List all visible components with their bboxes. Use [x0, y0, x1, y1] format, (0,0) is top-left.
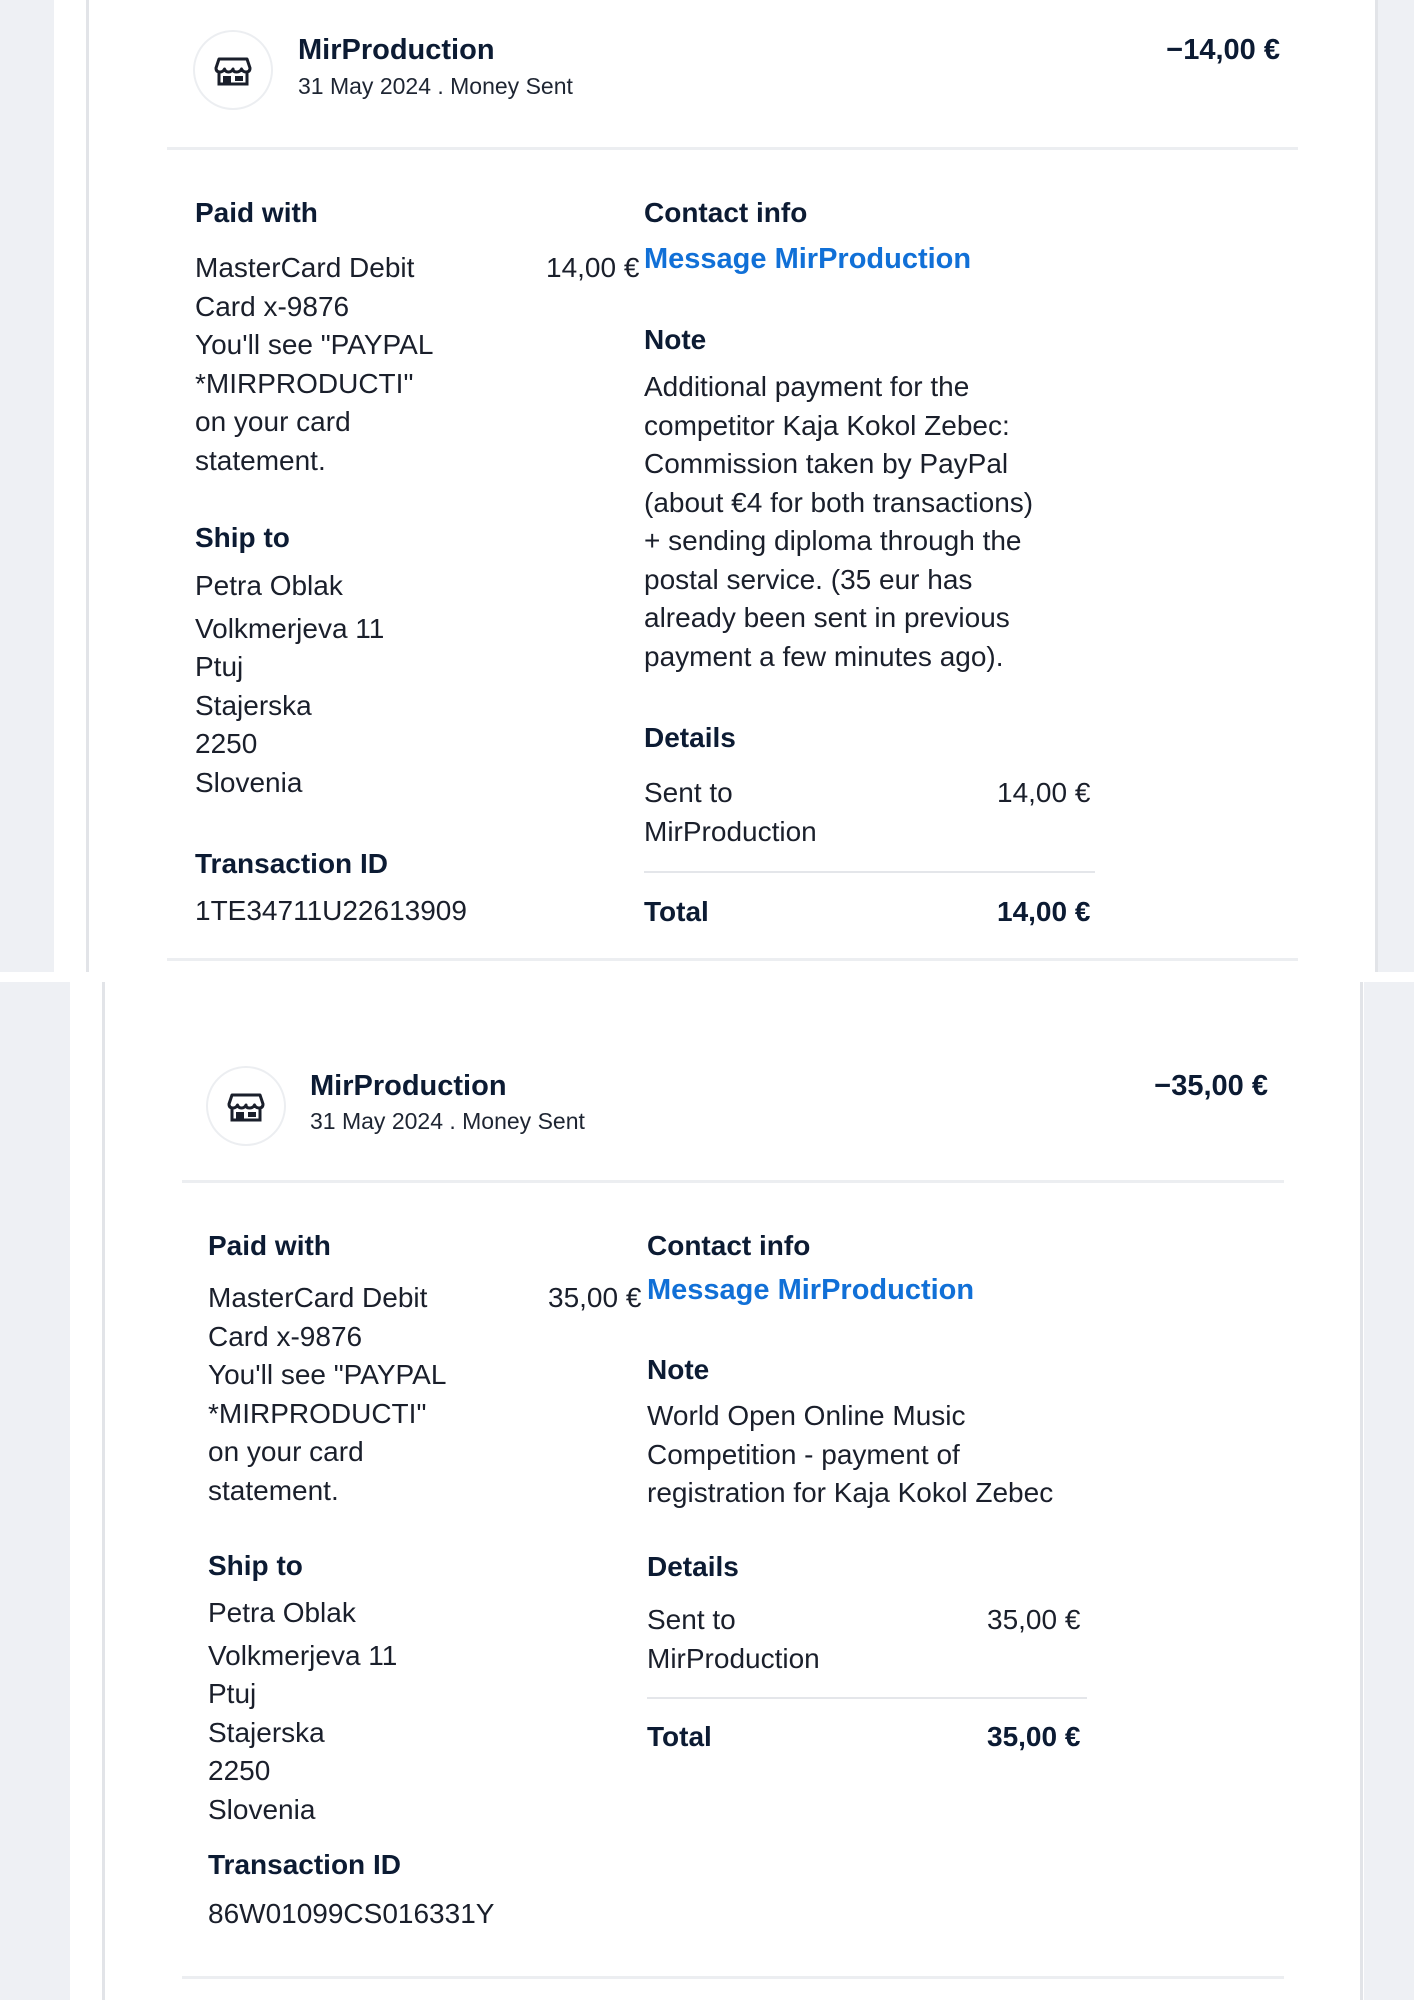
message-merchant-link[interactable]: Message MirProduction: [647, 1274, 975, 1306]
ship-to-label: Ship to: [195, 522, 290, 553]
card-right-edge: [1360, 982, 1363, 2000]
note-line: payment a few minutes ago).: [644, 640, 1004, 672]
contact-info-label: Contact info: [644, 197, 808, 228]
details-label: Details: [647, 1551, 739, 1582]
transaction-id-label: Transaction ID: [195, 848, 388, 879]
transaction-card-1: [0, 0, 1414, 972]
right-gutter: [1378, 0, 1414, 972]
sent-amount: 35,00 €: [987, 1604, 1081, 1635]
ship-name: Petra Oblak: [195, 570, 343, 601]
card-right-edge: [1375, 0, 1378, 972]
ship-region: Stajerska: [195, 689, 312, 721]
note-text: [644, 368, 1033, 676]
card-line: on your card: [208, 1436, 364, 1467]
note-line: Commission taken by PayPal: [644, 448, 1009, 479]
right-gutter: [1364, 982, 1414, 2000]
note-line: + sending diploma through the: [644, 525, 1022, 556]
note-label: Note: [647, 1354, 710, 1385]
paid-with-label: Paid with: [208, 1230, 331, 1261]
note-line: registration for Kaja Kokol Zebec: [647, 1477, 1054, 1508]
payment-method: [208, 1279, 446, 1510]
date-status: 31 May 2024 . Money Sent: [310, 1108, 585, 1134]
ship-postcode: 2250: [195, 728, 258, 759]
details-divider: [644, 871, 1095, 873]
total-label: Total: [647, 1721, 712, 1752]
card-line: MasterCard Debit: [195, 252, 415, 283]
sent-amount: 14,00 €: [997, 777, 1091, 808]
card-charge-amount: 14,00 €: [546, 252, 640, 283]
left-gutter: [0, 982, 70, 2000]
card-charge-amount: 35,00 €: [548, 1282, 642, 1313]
sent-to-recipient: MirProduction: [644, 815, 817, 847]
ship-city: Ptuj: [195, 651, 244, 682]
merchant-name: MirProduction: [298, 34, 495, 66]
bottom-divider: [167, 958, 1298, 961]
transaction-amount: −35,00 €: [1154, 1070, 1268, 1102]
message-merchant-link[interactable]: Message MirProduction: [644, 243, 972, 275]
storefront-icon: [208, 1068, 284, 1144]
card-line: You'll see "PAYPAL: [208, 1359, 447, 1390]
transaction-id-label: Transaction ID: [208, 1849, 401, 1880]
details-divider: [647, 1697, 1087, 1699]
note-line: (about €4 for both transactions): [644, 486, 1034, 518]
note-label: Note: [644, 324, 707, 355]
date-status: 31 May 2024 . Money Sent: [298, 73, 573, 99]
ship-to-label: Ship to: [208, 1550, 303, 1581]
sent-to-line: Sent to: [644, 777, 733, 808]
note-line: Additional payment for the: [644, 371, 970, 402]
note-line: World Open Online Music: [647, 1400, 966, 1431]
details-label: Details: [644, 722, 736, 753]
card-line: Card x-9876: [195, 290, 350, 322]
total-amount: 14,00 €: [997, 896, 1091, 927]
header-divider: [167, 147, 1298, 150]
payment-method: [195, 249, 433, 480]
card-line: statement.: [195, 444, 326, 476]
note-text: [647, 1397, 1053, 1513]
card-left-edge: [102, 982, 105, 2000]
header-divider: [182, 1180, 1284, 1183]
sent-to-line: Sent to: [647, 1604, 736, 1635]
card-left-edge: [86, 0, 89, 972]
ship-country: Slovenia: [195, 766, 303, 798]
card-line: *MIRPRODUCTI": [195, 367, 414, 399]
note-line: competitor Kaja Kokol Zebec:: [644, 409, 1010, 441]
shipping-address: [208, 1594, 397, 1829]
card-line: *MIRPRODUCTI": [208, 1397, 427, 1429]
total-amount: 35,00 €: [987, 1721, 1081, 1752]
ship-postcode: 2250: [208, 1755, 271, 1786]
card-line: You'll see "PAYPAL: [195, 329, 434, 360]
bottom-divider: [182, 1976, 1284, 1979]
sent-to-text: [644, 774, 817, 851]
ship-street: Volkmerjeva 11: [208, 1639, 398, 1671]
ship-region: Stajerska: [208, 1716, 325, 1748]
transaction-id: 86W01099CS016331Y: [208, 1898, 495, 1929]
ship-street: Volkmerjeva 11: [195, 612, 385, 644]
transaction-id: 1TE34711U22613909: [195, 895, 467, 926]
ship-city: Ptuj: [208, 1678, 257, 1709]
card-line: on your card: [195, 406, 351, 437]
contact-info-label: Contact info: [647, 1230, 811, 1261]
card-line: statement.: [208, 1474, 339, 1506]
total-label: Total: [644, 896, 709, 927]
storefront-icon: [195, 32, 271, 108]
ship-country: Slovenia: [208, 1793, 316, 1825]
card-line: Card x-9876: [208, 1320, 363, 1352]
note-line: already been sent in previous: [644, 602, 1010, 633]
note-line: Competition - payment of: [647, 1438, 960, 1470]
transaction-card-2: [0, 982, 1414, 2000]
sent-to-recipient: MirProduction: [647, 1642, 820, 1674]
card-line: MasterCard Debit: [208, 1282, 428, 1313]
left-gutter: [0, 0, 54, 972]
ship-name: Petra Oblak: [208, 1597, 356, 1628]
note-line: postal service. (35 eur has: [644, 563, 973, 595]
paid-with-label: Paid with: [195, 197, 318, 228]
sent-to-text: [647, 1601, 820, 1678]
transaction-amount: −14,00 €: [1166, 34, 1280, 66]
merchant-name: MirProduction: [310, 1070, 507, 1102]
shipping-address: [195, 567, 384, 802]
